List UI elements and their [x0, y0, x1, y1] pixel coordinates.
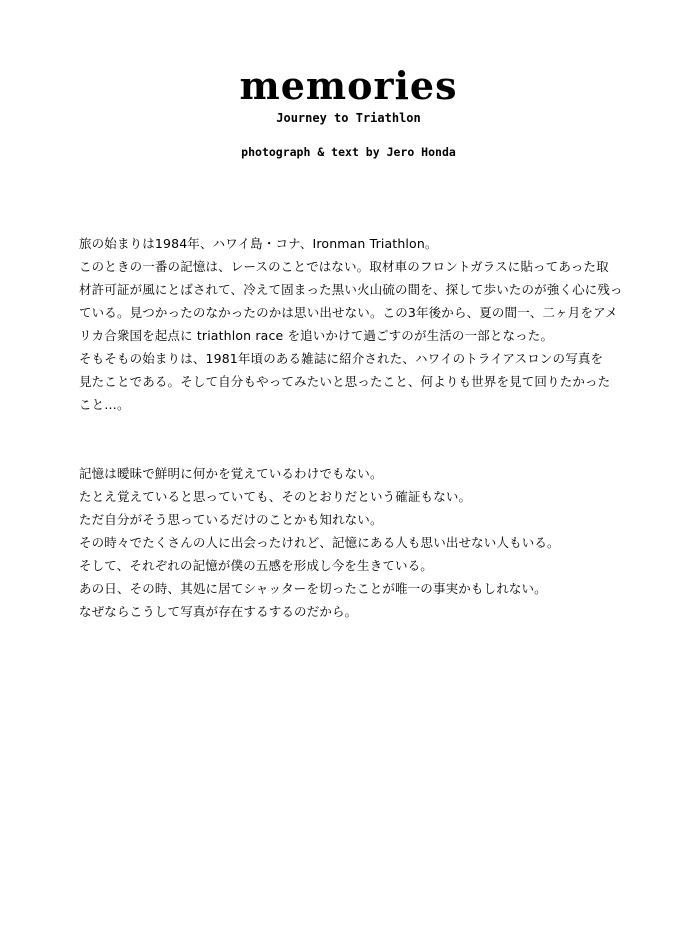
text-line: そして、それぞれの記憶が僕の五感を形成し今を生きている。: [79, 558, 433, 573]
page-title: memories: [239, 63, 458, 108]
text-line: ただ自分がそう思っているだけのことかも知れない。: [79, 512, 383, 527]
text-line: 記憶は曖昧で鮮明に何かを覚えているわけでもない。: [79, 466, 383, 481]
paragraph-spacer: [79, 439, 619, 462]
text-line: 旅の始まりは1984年、ハワイ島・コナ、Ironman Triathlon。: [79, 236, 438, 251]
text-line: たとえ覚えていると思っていても、そのとおりだという確証もない。: [79, 489, 472, 504]
text-line: なぜならこうして写真が存在するするのだから。: [79, 604, 358, 619]
text-line: その時々でたくさんの人に出会ったけれど、記憶にある人も思い出せない人もいる。: [79, 535, 560, 550]
text-line: こと…。: [79, 397, 130, 412]
essay-paragraph-2: [79, 462, 619, 623]
author-credit: photograph & text by Jero Honda: [241, 145, 456, 159]
essay-paragraph-1: [79, 232, 623, 416]
text-line: ている。見つかったのなかったのかは思い出せない。この3年後から、夏の間一、二ヶ月をアメ: [79, 305, 618, 320]
page-header: [0, 64, 673, 160]
text-line: リカ合衆国を起点に triathlon race を追いかけて過ごすのが生活の一部となった。: [79, 328, 554, 343]
text-line: このときの一番の記憶は、レースのことではない。取材車のフロントガラスに貼ってあった取: [79, 259, 609, 274]
paragraph-spacer: [79, 416, 619, 439]
text-line: 見たことである。そして自分もやってみたいと思ったこと、何よりも世界を見て回りたかった: [79, 374, 611, 389]
text-line: あの日、その時、其処に居てシャッターを切ったことが唯一の事実かもしれない。: [79, 581, 547, 596]
essay-body: [79, 232, 623, 623]
text-line: 材許可証が風にとばされて、冷えて固まった黒い火山硫の間を、探して歩いたのが強く心に残っ: [79, 282, 623, 297]
page-subtitle: Journey to Triathlon: [276, 111, 421, 125]
text-line: そもそもの始まりは、1981年頃のある雑誌に紹介された、ハワイのトライアスロンの写真を: [79, 351, 604, 366]
